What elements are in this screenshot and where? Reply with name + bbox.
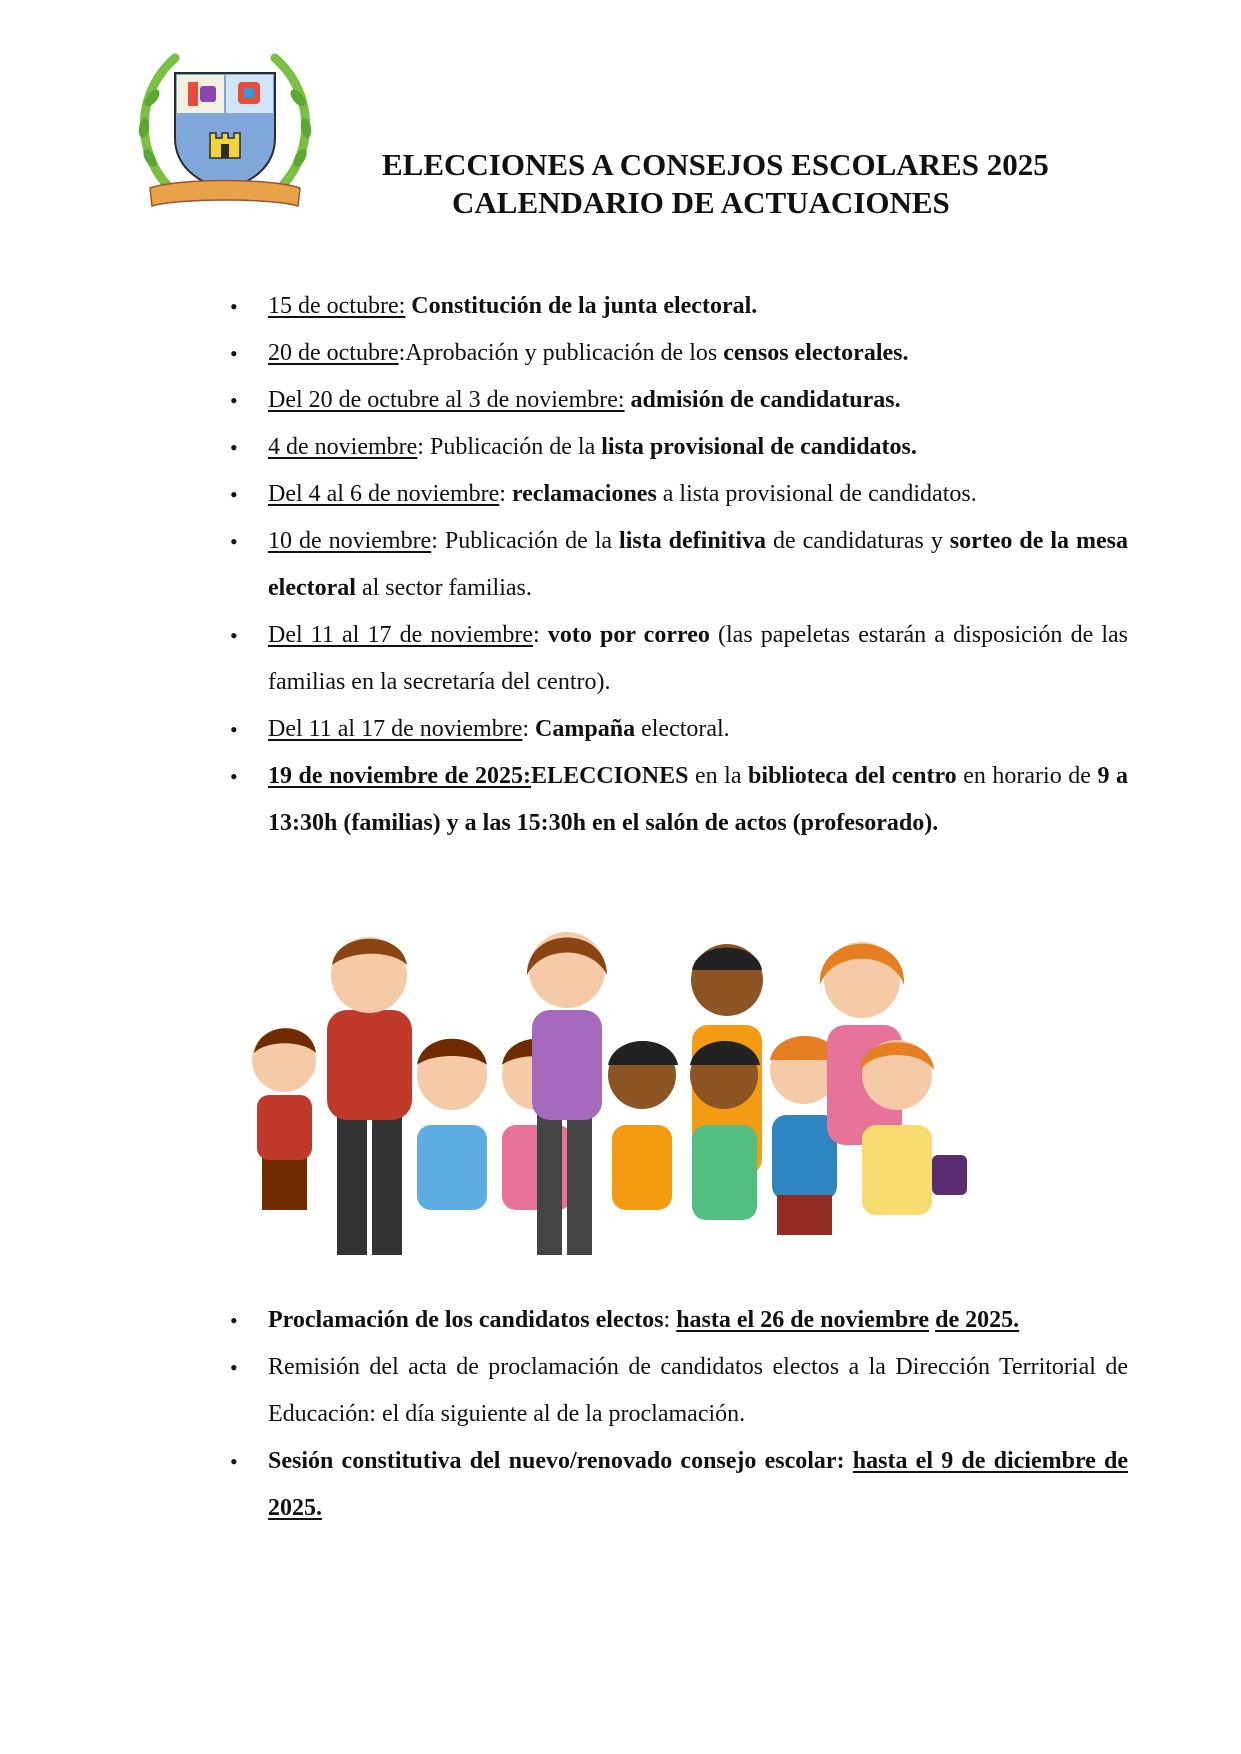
item-text: : Publicación de la	[431, 528, 620, 554]
item-text: :Aprobación y publicación de los	[398, 340, 724, 366]
figure-girl-orange	[608, 1041, 678, 1210]
item-date: 15 de octubre:	[268, 293, 406, 319]
item-highlight: voto por correo	[547, 622, 710, 648]
item-highlight: 9 a 13:30h (familias) y a las 15:30h en el salón de actos (profesorado).	[268, 763, 1129, 836]
page-subtitle: CALENDARIO DE ACTUACIONES	[452, 185, 950, 220]
calendar-item	[230, 377, 1128, 424]
item-date: Del 11 al 17 de noviembre	[268, 622, 534, 648]
calendar-list	[230, 283, 1128, 847]
item-date: 4 de noviembre	[268, 434, 418, 460]
remision-item	[230, 1344, 1128, 1438]
item-highlight: Sesión constitutiva del nuevo/renovado consejo escolar:	[268, 1448, 845, 1474]
calendar-item	[230, 424, 1128, 471]
item-date: hasta el 9 de diciembre de 2025.	[268, 1448, 1129, 1521]
election-day-item	[230, 753, 1128, 847]
figure-woman	[527, 932, 607, 1255]
item-highlight: ELECCIONES	[531, 763, 689, 789]
title-block	[330, 146, 1130, 222]
calendar-item	[230, 471, 1128, 518]
item-date: Del 11 al 17 de noviembre	[268, 716, 523, 742]
sesion-item	[230, 1438, 1128, 1532]
item-text	[845, 1448, 853, 1474]
figure-boy-green	[690, 1041, 760, 1220]
item-highlight: sorteo de la mesa electoral	[268, 528, 1128, 601]
calendar-item	[230, 518, 1128, 612]
item-date: Del 20 de octubre al 3 de noviembre:	[268, 387, 625, 413]
item-text: Remisión del acta de proclamación de candidatos electos a la Dirección Territorial de Educación: el día siguiente al de la proclamación.	[268, 1354, 1128, 1427]
family-group-illustration	[242, 925, 1072, 1280]
item-text: :	[663, 1307, 677, 1333]
school-logo	[130, 38, 320, 218]
item-text: al sector familias.	[355, 575, 532, 601]
calendar-item	[230, 612, 1128, 706]
item-date: Del 4 al 6 de noviembre	[268, 481, 500, 507]
item-text: :	[522, 716, 536, 742]
proclamation-item	[230, 1297, 1128, 1344]
item-highlight: Constitución de la junta electoral.	[411, 293, 758, 319]
item-text: :	[499, 481, 512, 507]
figure-girl-yellow	[860, 1040, 967, 1215]
item-highlight: lista definitiva	[619, 528, 766, 554]
item-text: a lista provisional de candidatos.	[656, 481, 977, 507]
item-highlight: admisión de candidaturas.	[630, 387, 901, 413]
item-text: electoral.	[635, 716, 730, 742]
item-highlight: reclamaciones	[511, 481, 657, 507]
figure-boy-left	[252, 1028, 316, 1210]
item-highlight: censos electorales.	[723, 340, 909, 366]
item-highlight: Campaña	[535, 716, 636, 742]
figure-man	[327, 937, 412, 1255]
post-election-list	[230, 1297, 1128, 1532]
calendar-item	[230, 330, 1128, 377]
item-date: hasta el 26 de noviembre	[676, 1307, 930, 1333]
item-text: en horario de	[956, 763, 1098, 789]
calendar-item	[230, 283, 1128, 330]
item-text: (las papeletas estarán a disposición de las familias en la secretaría del centro).	[268, 622, 1129, 695]
item-date: 20 de octubre	[268, 340, 399, 366]
election-date: 19 de noviembre de 2025:	[268, 763, 532, 789]
figure-girl-blue	[417, 1039, 487, 1210]
school-crest-icon	[130, 38, 320, 218]
family-illustration-icon	[242, 925, 1072, 1280]
item-highlight: lista provisional de candidatos.	[601, 434, 917, 460]
item-date: de 2025.	[935, 1307, 1020, 1333]
item-date: 10 de noviembre	[268, 528, 432, 554]
page-title: ELECCIONES A CONSEJOS ESCOLARES 2025	[382, 147, 1049, 182]
item-text: de candidaturas y	[766, 528, 950, 554]
item-highlight: Proclamación de los candidatos electos	[268, 1307, 664, 1333]
item-text: : Publicación de la	[417, 434, 602, 460]
calendar-item	[230, 706, 1128, 753]
item-text: :	[533, 622, 548, 648]
item-text: en la	[688, 763, 749, 789]
item-highlight: biblioteca del centro	[748, 763, 957, 789]
